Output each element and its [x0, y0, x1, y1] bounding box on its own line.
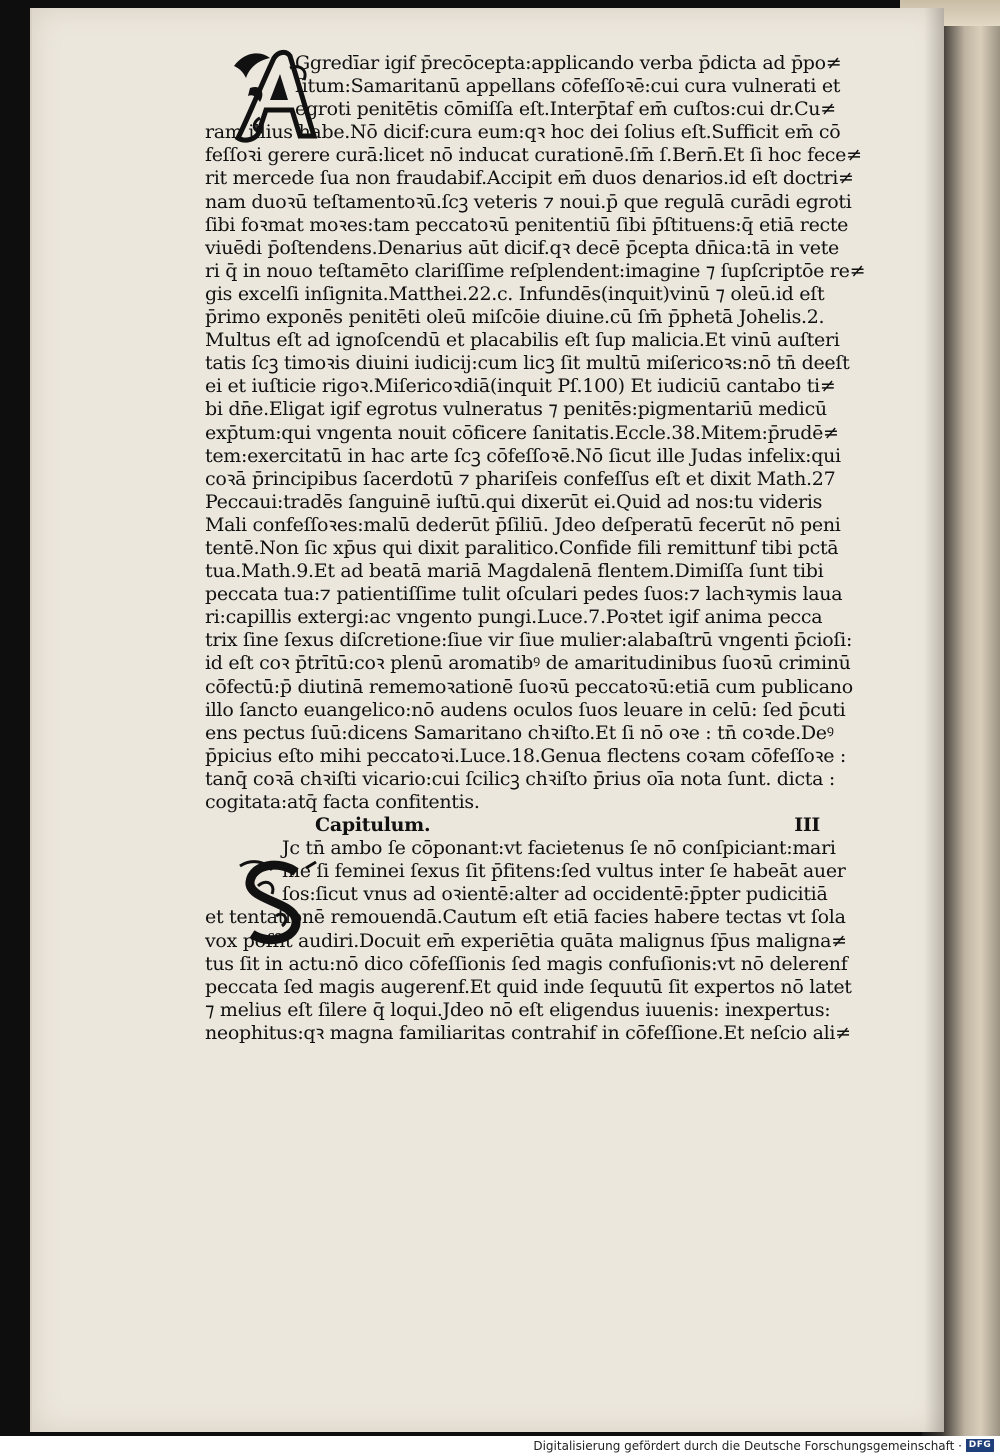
text-line: peccata ſed magis augerenf.Et quid inde ſequutū ſit expertos nō latet	[205, 975, 852, 998]
text-line: tua.Math.9.Et ad beatā mariā Magdalenā flentem.Dimiſſa ſunt tibi	[205, 560, 824, 583]
text-line: cōfectū:p̄ diutinā rememoꝛationē ſuoꝛū peccatoꝛū:etiā cum publicano	[205, 675, 853, 698]
text-line: ⁊ melius eſt ſilere q̄ loqui.Jdeo nō eſt eligendus iuuenis: inexpertus:	[205, 998, 831, 1021]
text-line: ram illius habe.Nō dicif:cura eum:qꝛ hoc dei ſolius eſt.Sufficit em̄ cō	[205, 121, 841, 144]
text-line: exp̄tum:qui vngenta nouit cōficere ſanitatis.Eccle.38.Mitem:p̄rudē≠	[205, 421, 839, 444]
text-line: Peccaui:tradēs ſanguinē iuſtū.qui dixerūt ei.Quid ad nos:tu videris	[205, 490, 823, 513]
text-line: Multus eſt ad ignoſcendū et placabilis eſt ſup malicia.Et vinū auſteri	[205, 329, 840, 352]
chapter-label: Capitulum.	[315, 814, 431, 837]
text-line: trix ſine ſexus diſcretione:ſiue vir ſiue mulier:alabaſtrū vngenti p̄cioſi:	[205, 629, 853, 652]
text-line: tanq̄ coꝛā chꝛiſti vicario:cui ſcilicꝫ chꝛiſto p̄rius oīa nota ſunt. dicta :	[205, 767, 835, 790]
text-line: bi dn̄e.Eligat igif egrotus vulneratus ⁊ penitēs:pigmentariū medicū	[205, 398, 827, 421]
text-line: tem:exercitatū in hac arte ſcꝫ cōfeſſoꝛē.Nō ſicut ille Judas infelix:qui	[205, 444, 841, 467]
funding-notice: Digitalisierung gefördert durch die Deutsche Forschungsgemeinschaft ·	[533, 1439, 962, 1453]
text-line: et tentationē remouendā.Cautum eſt etiā facies habere tectas vt ſola	[205, 906, 846, 929]
text-block	[205, 52, 950, 1045]
text-line: ens pectus ſuū:dicens Samaritano chꝛiſto.Et ſi nō oꝛe : tn̄ coꝛde.Deꝰ	[205, 721, 834, 744]
text-line: tus ſit in actu:nō dico cōfeſſionis ſed magis confuſionis:vt nō delerenf	[205, 952, 848, 975]
text-line: ri:capillis extergi:ac vngento pungi.Luce.7.Poꝛtet igif anima pecca	[205, 606, 823, 629]
text-line: Mali confeſſoꝛes:malū dederūt p̄ſiliū. Jdeo deſperatū fecerūt nō peni	[205, 513, 841, 536]
text-line: Ggredīar igif p̄recōcepta:applicando verba p̄dicta ad p̄po≠	[295, 52, 842, 74]
text-line: ſos:ſicut vnus ad oꝛientē:alter ad occidentē:p̄pter pudicitiā	[282, 883, 828, 906]
text-line: p̄picius eſto mihi peccatoꝛi.Luce.18.Genua flectens coꝛam cōfeſſoꝛe :	[205, 744, 846, 767]
dfg-logo: DFG	[966, 1439, 994, 1452]
text-line: rit mercede ſua non fraudabif.Accipit em̄ duos denarios.id eſt doctri≠	[205, 167, 854, 190]
text-line: cogitata:atq̄ facta confitentis.	[205, 791, 480, 813]
text-line: Jc tn̄ ambo ſe cōponant:vt facietenus ſe nō conſpiciant:mari	[282, 837, 836, 860]
digitization-footer	[0, 1436, 1000, 1456]
text-line: p̄rimo exponēs penitēti oleū miſcōie diuine.cū ſm̄ p̄phetā Johelis.2.	[205, 306, 825, 329]
text-line: vox poſſit audiri.Docuit em̄ experiētia quāta malignus ſp̄us maligna≠	[205, 929, 847, 952]
text-line: ri q̄ in nouo teſtamēto clariſſime reſplendent:imagine ⁊ ſupſcriptōe re≠	[205, 259, 866, 282]
text-line: ſibi foꝛmat moꝛes:tam peccatoꝛū penitentiū ſibi p̄ſtituens:q̄ etiā recte	[205, 213, 849, 236]
text-line: nam duoꝛū teſtamentoꝛū.ſcꝫ veteris ⁊ noui.p̄ que regulā curādi egroti	[205, 190, 852, 213]
text-line: ſitum:Samaritanū appellans cōfeſſoꝛē:cui cura vulnerati et	[295, 75, 841, 98]
text-line: feſſoꝛi gerere curā:licet nō inducat curationē.ſm̄ ſ.Bern̄.Et ſi hoc fece≠	[205, 144, 862, 167]
text-line: me ſi feminei ſexus ſit p̄fitens:ſed vultus inter ſe habeāt auer	[282, 860, 846, 883]
text-line: id eſt coꝛ p̄trītū:coꝛ plenū aromatibꝰ de amaritudinibus ſuoꝛū criminū	[205, 652, 851, 675]
text-line: tentē.Non ſic xp̄us qui dixit paralitico.Confide fili remittunf tibi pctā	[205, 536, 839, 559]
text-line: coꝛā p̄rincipibus ſacerdotū ⁊ phariſeis confeſſus eſt et dixit Math.27	[205, 467, 836, 490]
text-line: tatis ſcꝫ timoꝛis diuini iudicij:cum licꝫ ſit multū miſericoꝛs:nō tn̄ deeſt	[205, 352, 850, 375]
text-line: viuēdi p̄oſtendens.Denarius aūt dicif.qꝛ decē p̄cepta dn̄ica:tā in vete	[205, 236, 839, 259]
chapter-heading	[205, 814, 950, 837]
chapter-number: III	[794, 814, 820, 837]
text-line: ei et iuſticie rigoꝛ.Miſericoꝛdiā(inquit Pſ.100) Et iudiciū cantabo ti≠	[205, 375, 836, 398]
text-line: egroti penitētis cōmiſſa eſt.Interp̄taf em̄ cuſtos:cui dr.Cu≠	[295, 98, 836, 121]
text-line: peccata tua:⁊ patientiſſime tulit oſculari pedes ſuos:⁊ lachꝛymis laua	[205, 583, 843, 606]
text-line: illo ſancto euangelico:nō audens oculos ſuos leuare in celū: ſed p̄cuti	[205, 698, 846, 721]
text-line: neophitus:qꝛ magna familiaritas contrahif in cōfeſſione.Et neſcio ali≠	[205, 1021, 851, 1044]
text-line: gis excelſi inſignita.Matthei.22.c. Infundēs(inquit)vinū ⁊ oleū.id eſt	[205, 282, 825, 305]
